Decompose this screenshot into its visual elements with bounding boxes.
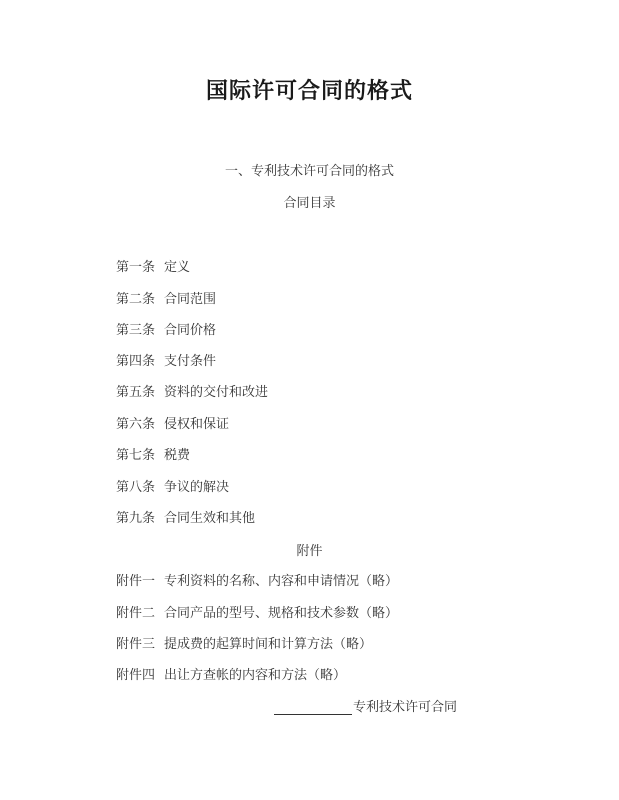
article-number: 第七条 xyxy=(116,448,156,463)
annex-title: 提成费的起算时间和计算方法（略） xyxy=(164,637,373,652)
blank-underline xyxy=(274,702,352,715)
footer-signature xyxy=(274,696,457,715)
article-item xyxy=(116,444,190,463)
article-number: 第二条 xyxy=(116,292,156,307)
article-title: 税费 xyxy=(164,448,191,463)
annex-title: 出让方查帐的内容和方法（略） xyxy=(164,668,347,683)
article-item xyxy=(116,381,268,400)
section-heading-text: 一、专利技术许可合同的格式 xyxy=(224,164,394,179)
article-item xyxy=(116,350,216,369)
article-number: 第九条 xyxy=(116,511,156,526)
annex-title: 专利资料的名称、内容和申请情况（略） xyxy=(164,574,399,589)
article-item xyxy=(116,256,190,275)
section-heading xyxy=(0,160,619,179)
article-item xyxy=(116,319,216,338)
annex-item xyxy=(116,664,346,683)
annex-number: 附件四 xyxy=(116,668,156,683)
article-title: 争议的解决 xyxy=(164,480,230,495)
article-number: 第八条 xyxy=(116,480,156,495)
article-item xyxy=(116,413,229,432)
annex-title: 合同产品的型号、规格和技术参数（略） xyxy=(164,606,399,621)
article-title: 合同范围 xyxy=(164,292,217,307)
article-title: 支付条件 xyxy=(164,354,217,369)
article-title: 合同生效和其他 xyxy=(164,511,256,526)
annex-item xyxy=(116,570,398,589)
article-item xyxy=(116,288,216,307)
document-title: 国际许可合同的格式 xyxy=(205,79,413,104)
article-item xyxy=(116,476,229,495)
annex-item xyxy=(116,602,398,621)
annex-item xyxy=(116,633,372,652)
article-number: 第三条 xyxy=(116,323,156,338)
article-number: 第一条 xyxy=(116,260,156,275)
article-number: 第四条 xyxy=(116,354,156,369)
article-title: 定义 xyxy=(164,260,191,275)
footer-label: 专利技术许可合同 xyxy=(353,700,458,715)
toc-heading: 合同目录 xyxy=(283,196,336,211)
annex-heading: 附件 xyxy=(296,544,323,559)
article-title: 侵权和保证 xyxy=(164,417,230,432)
annex-number: 附件一 xyxy=(116,574,156,589)
annex-number: 附件二 xyxy=(116,606,156,621)
annex-number: 附件三 xyxy=(116,637,156,652)
article-title: 合同价格 xyxy=(164,323,217,338)
article-title: 资料的交付和改进 xyxy=(164,385,269,400)
article-number: 第六条 xyxy=(116,417,156,432)
article-number: 第五条 xyxy=(116,385,156,400)
article-item xyxy=(116,507,255,526)
